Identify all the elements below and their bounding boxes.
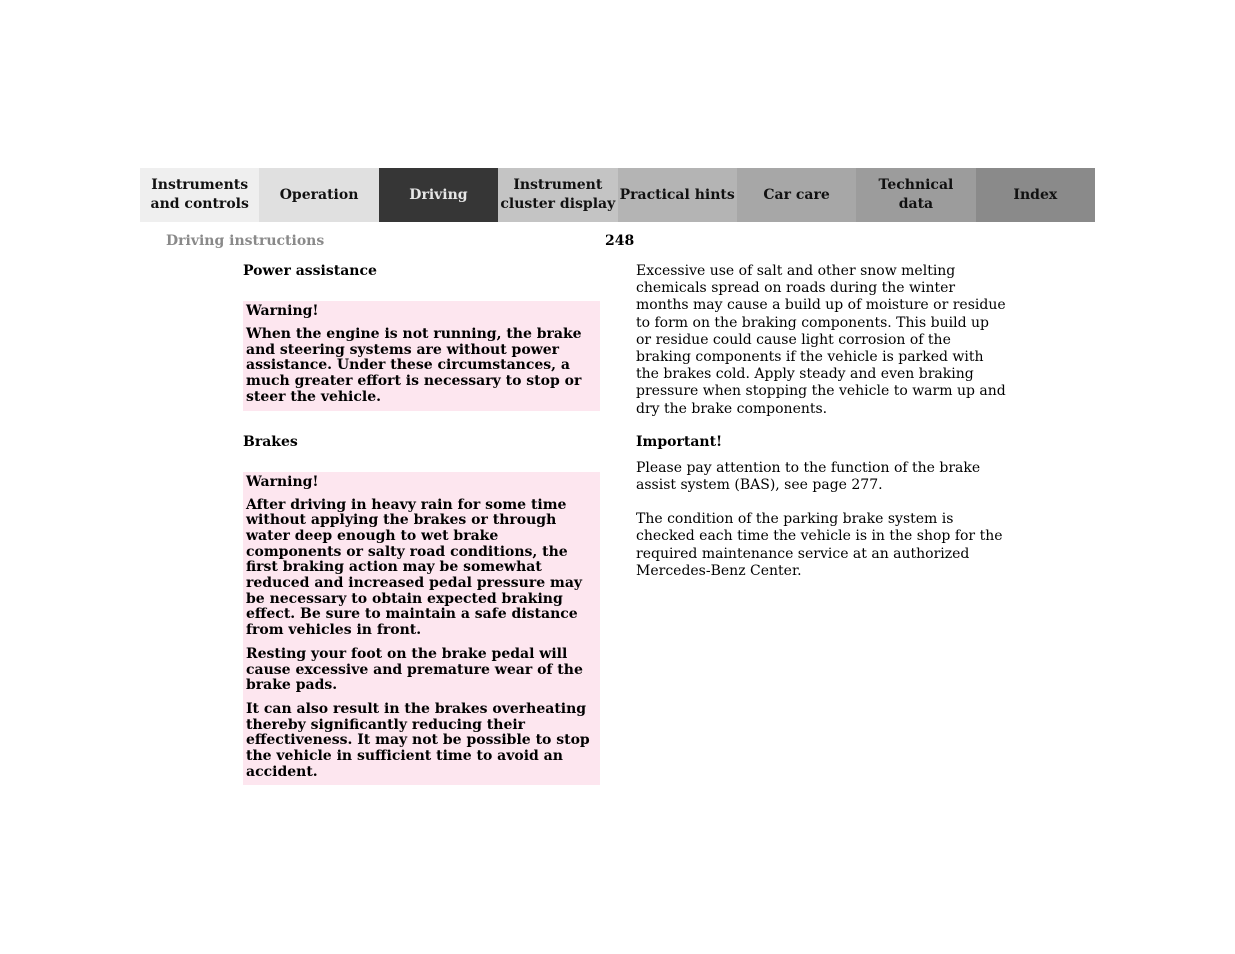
- power-assistance-heading: Power assistance: [243, 263, 377, 279]
- warning-text: After driving in heavy rain for some time without applying the brakes or through water deep enough to wet brake components or salty road conditions, the first braking action may be somewhat reduced and increased pedal pressure may be necessary to obtain expected braking effect. Be sure to maintain a safe distance from vehicles in front.: [246, 496, 583, 639]
- tab-technical-data[interactable]: Technical data: [856, 168, 975, 222]
- chapter-nav: [140, 168, 1095, 222]
- section-title: Driving instructions: [166, 233, 325, 249]
- tab-instruments-and-controls[interactable]: Instruments and controls: [140, 168, 259, 222]
- tab-car-care[interactable]: Car care: [737, 168, 856, 222]
- warning-title: Warning!: [246, 303, 319, 319]
- tab-index[interactable]: Index: [976, 168, 1095, 222]
- tab-instrument-cluster-display[interactable]: Instrument cluster display: [498, 168, 617, 222]
- warning-text: It can also result in the brakes overheating thereby significantly reducing their effectiveness. It may not be possible to stop the vehicle in sufficient time to avoid an accident.: [246, 700, 590, 780]
- left-column: [243, 263, 600, 785]
- tab-practical-hints[interactable]: Practical hints: [618, 168, 737, 222]
- tab-driving[interactable]: Driving: [379, 168, 498, 222]
- important-heading: Important!: [636, 433, 723, 450]
- tab-operation[interactable]: Operation: [259, 168, 378, 222]
- right-column: [636, 263, 1006, 580]
- bas-paragraph: Please pay attention to the function of the brake assist system (BAS), see page 277.: [636, 459, 981, 494]
- power-assistance-warning: [243, 301, 600, 411]
- page-number: 248: [605, 233, 635, 249]
- salt-corrosion-paragraph: Excessive use of salt and other snow melting chemicals spread on roads during the winter months may cause a build up of moisture or residue to form on the braking components. This build up or residue could cause light corrosion of the braking components if the vehicle is parked with the brakes cold. Apply steady and even braking pressure when stopping the vehicle to warm up and dry the brake components.: [636, 263, 1006, 417]
- brakes-heading: Brakes: [243, 433, 298, 450]
- warning-text: Resting your foot on the brake pedal will cause excessive and premature wear of the brake pads.: [246, 645, 583, 694]
- warning-text: When the engine is not running, the brake and steering systems are without power assistance. Under these circumstances, a much greater effort is necessary to stop or steer the vehicle.: [246, 326, 582, 405]
- parking-brake-paragraph: The condition of the parking brake system is checked each time the vehicle is in the shop for the required maintenance service at an authorized Mercedes-Benz Center.: [636, 511, 1003, 579]
- brakes-warning: [243, 472, 600, 786]
- warning-title: Warning!: [246, 473, 319, 490]
